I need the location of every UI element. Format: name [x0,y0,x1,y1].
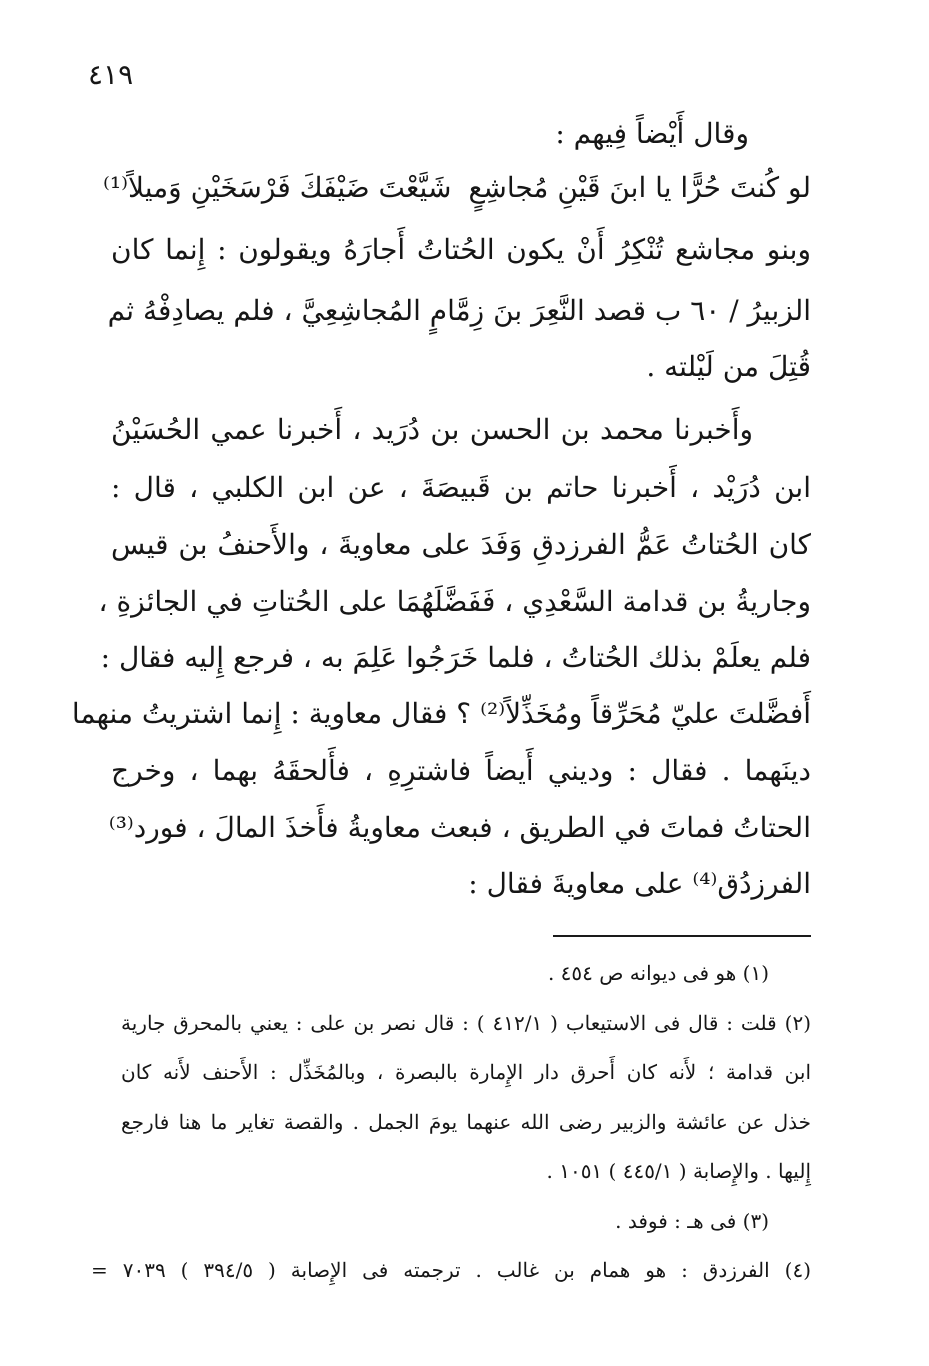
poetry-verse [103,166,811,210]
body-line-10: دينَهما . فقال : وديني أَيضاً فاشترِهِ ، فأَلحقَهُ بهما ، وخرج [111,754,811,787]
body-line-4: وأَخبرنا محمد بن الحسن بن دُرَيد ، أَخبرنا عمي الحُسَيْنُ [111,413,753,446]
footnote-2-line-4: إِليها . والإِصابة ( ٤٤٥/١ ) ١٠٥١ . [546,1159,811,1183]
body-line-5: ابن دُرَيْد ، أَخبرنا حاتم بن قَبيصَةَ ، عن ابن الكلبي ، قال : [111,471,811,504]
body-line-11: الحتاتُ فماتَ في الطريق ، فبعث معاويةُ فأَخذَ المالَ ، فورد⁽³⁾ [108,811,811,844]
verse-introduction: وقال أَيْضاً فِيهم : [555,117,749,150]
footnote-2-line-1: (٢) قلت : قال فى الاستيعاب ( ٤١٢/١ ) : قال نصر بن على : يعني بالمحرق جارية [121,1011,811,1035]
body-line-12: الفرزدُق⁽⁴⁾ على معاويةَ فقال : [468,867,811,900]
body-line-7: وجاريةُ بن قدامة السَّعْدِي ، فَفَضَّلَهُمَا على الحُتاتِ في الجائزةِ ، [98,585,811,618]
body-line-1: وبنو مجاشع تُنْكِرُ أَنْ يكون الحُتاتُ أَجارَهُ ويقولون : إِنما كان [111,233,811,266]
footnote-3: (٣) فى هـ : فوفد . [615,1209,769,1233]
body-line-2: الزبيرُ / ٦٠ ب قصد النَّعِرَ بنَ زِمَّامٍ المُجاشِعِيَّ ، فلم يصادِفْهُ ثم [107,294,811,327]
footnote-separator [553,935,811,937]
footnote-2-line-3: خذل عن عائشة والزبير رضى الله عنهما يومَ الجمل . والقصة تغاير ما هنا فارجع [121,1110,811,1134]
footnote-2-line-2: ابن قدامة ؛ لأَنه كان أَحرق دار الإِمارة بالبصرة ، وبالمُخَذِّل : الأَحنف لأَنه كان [121,1060,811,1084]
footnote-1: (١) هو فى ديوانه ص ٤٥٤ . [547,961,769,985]
verse-second-hemistich: شَيَّعْتَ ضَيْفَكَ فَرْسَخَيْنِ وَميلاً⁽¹⁾ [103,171,452,204]
body-line-8: فلم يعلَمْ بذلك الحُتاتُ ، فلما خَرَجُوا عَلِمَ به ، فرجع إِليه فقال : [100,641,811,674]
body-line-6: كان الحُتاتُ عَمُّ الفرزدقِ وَفَدَ على معاويةَ ، والأَحنفُ بن قيس [111,528,811,561]
footnote-4: (٤) الفرزدق : هو همام بن غالب . ترجمته فى الإِصابة ( ٣٩٤/٥ ) ٧٠٣٩ = [91,1258,811,1282]
verse-first-hemistich: لو كُنتَ حُرًّا يا ابنَ قَيْنِ مُجاشِعٍ [468,171,811,204]
page-number: ٤١٩ [88,58,134,91]
body-line-9: أَفضَّلتَ عليّ مُحَرِّقاً ومُخَذِّلاً⁽²⁾ ؟ فقال معاوية : إِنما اشتريتُ منهما [71,697,811,730]
body-line-3: قُتِلَ من لَيْلته . [646,350,811,383]
